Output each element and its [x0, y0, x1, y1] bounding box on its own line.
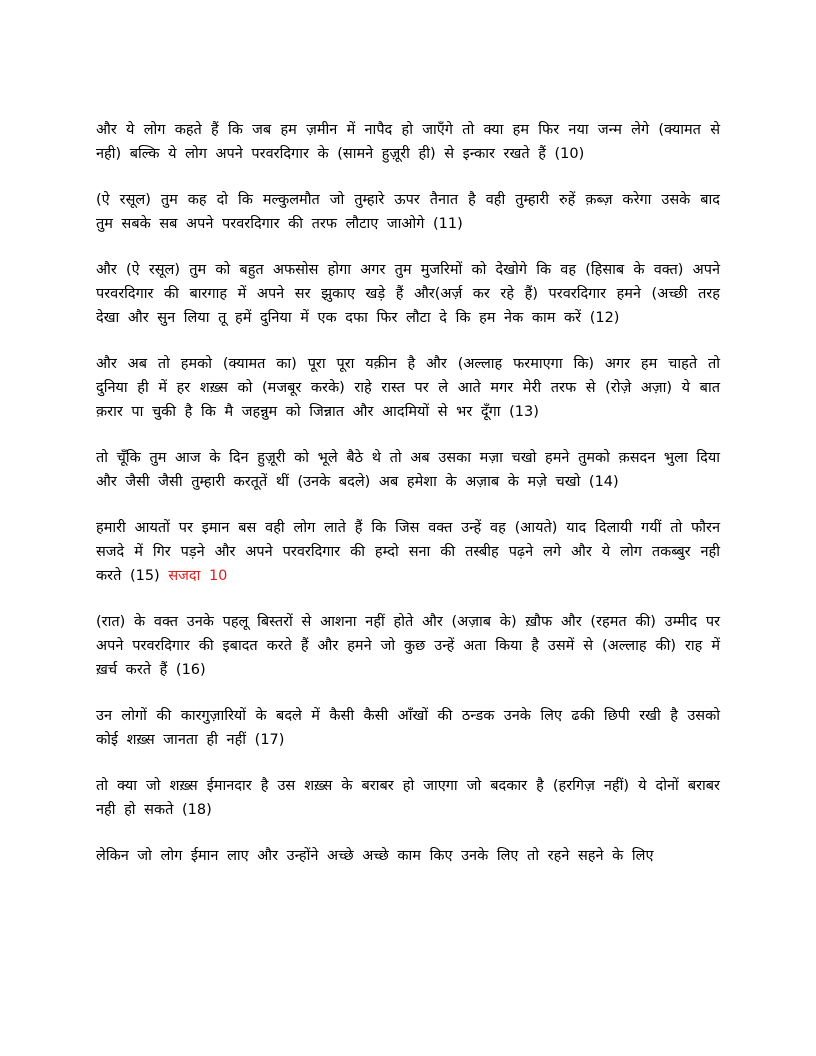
verse-15	[96, 516, 720, 588]
verse-12	[96, 258, 720, 330]
verse-text: और (ऐ रसूल) तुम को बहुत अफसोस होगा अगर तुम मुजरिमों को देखोगे कि वह (हिसाब के वक्त) अपने परवरदिगार की बारगाह में अपने सर झुकाए खड़े हैं और(अर्ज़ कर रहे हैं) परवरदिगार हमने (अच्छी तरह देखा और सुन लिया तू हमें दुनिया में एक दफा फिर लौटा दे कि हम नेक काम करें (12)	[96, 262, 720, 326]
verse-text: और अब तो हमको (क्यामत का) पूरा पूरा यक़ीन है और (अल्लाह फरमाएगा कि) अगर हम चाहते तो दुनिया ही में हर शख़्स को (मजबूर करके) राहे रास्त पर ले आते मगर मेरी तरफ से (रोज़े अज़ा) ये बात क़रार पा चुकी है कि मै जहन्नुम को जिन्नात और आदमियों से भर दूँगा (13)	[96, 356, 720, 420]
verse-11	[96, 188, 720, 236]
verse-text: हमारी आयतों पर इमान बस वही लोग लाते हैं कि जिस वक्त उन्हें वह (आयते) याद दिलायी गयीं तो फौरन सजदे में गिर पड़ने और अपने परवरदिगार की हम्दो सना की तस्बीह पढ़ने लगे और ये लोग तकब्बुर नही करते (15)	[96, 520, 720, 584]
verse-text: (ऐ रसूल) तुम कह दो कि मल्कुलमौत जो तुम्हारे ऊपर तैनात है वही तुम्हारी रुहें क़ब्ज़ करेगा उसके बाद तुम सबके सब अपने परवरदिगार की तरफ लौटाए जाओगे (11)	[96, 192, 720, 232]
verse-19-partial	[96, 844, 720, 868]
verse-16	[96, 610, 720, 682]
verse-text: उन लोगों की कारगुज़ारियों के बदले में कैसी कैसी आँखों की ठन्डक उनके लिए ढकी छिपी रखी है उसको कोई शख़्स जानता ही नहीं (17)	[96, 708, 720, 748]
verse-13	[96, 352, 720, 424]
verse-18	[96, 774, 720, 822]
sajda-marker: सजदा 10	[168, 568, 228, 584]
verse-text: लेकिन जो लोग ईमान लाए और उन्होंने अच्छे अच्छे काम किए उनके लिए तो रहने सहने के लिए	[96, 848, 654, 864]
verse-17	[96, 704, 720, 752]
verse-14	[96, 446, 720, 494]
verse-list	[96, 118, 720, 890]
verse-text: तो क्या जो शख़्स ईमानदार है उस शख़्स के बराबर हो जाएगा जो बदकार है (हरगिज़ नहीं) ये दोनों बराबर नही हो सकते (18)	[96, 778, 720, 818]
verse-10	[96, 118, 720, 166]
verse-text: और ये लोग कहते हैं कि जब हम ज़मीन में नापैद हो जाएँगे तो क्या हम फिर नया जन्म लेगे (क्यामत से नही) बल्कि ये लोग अपने परवरदिगार के (सामने हुज़ूरी ही) से इन्कार रखते हैं (10)	[96, 122, 720, 162]
verse-text: तो चूँकि तुम आज के दिन हुज़ूरी को भूले बैठे थे तो अब उसका मज़ा चखो हमने तुमको क़सदन भुला दिया और जैसी जैसी तुम्हारी करतूतें थीं (उनके बदले) अब हमेशा के अज़ाब के मज़े चखो (14)	[96, 450, 720, 490]
verse-text: (रात) के वक्त उनके पहलू बिस्तरों से आशना नहीं होते और (अज़ाब के) ख़ौफ और (रहमत की) उम्मीद पर अपने परवरदिगार की इबादत करते हैं और हमने जो कुछ उन्हें अता किया है उसमें से (अल्लाह की) राह में ख़र्च करते हैं (16)	[96, 614, 720, 678]
